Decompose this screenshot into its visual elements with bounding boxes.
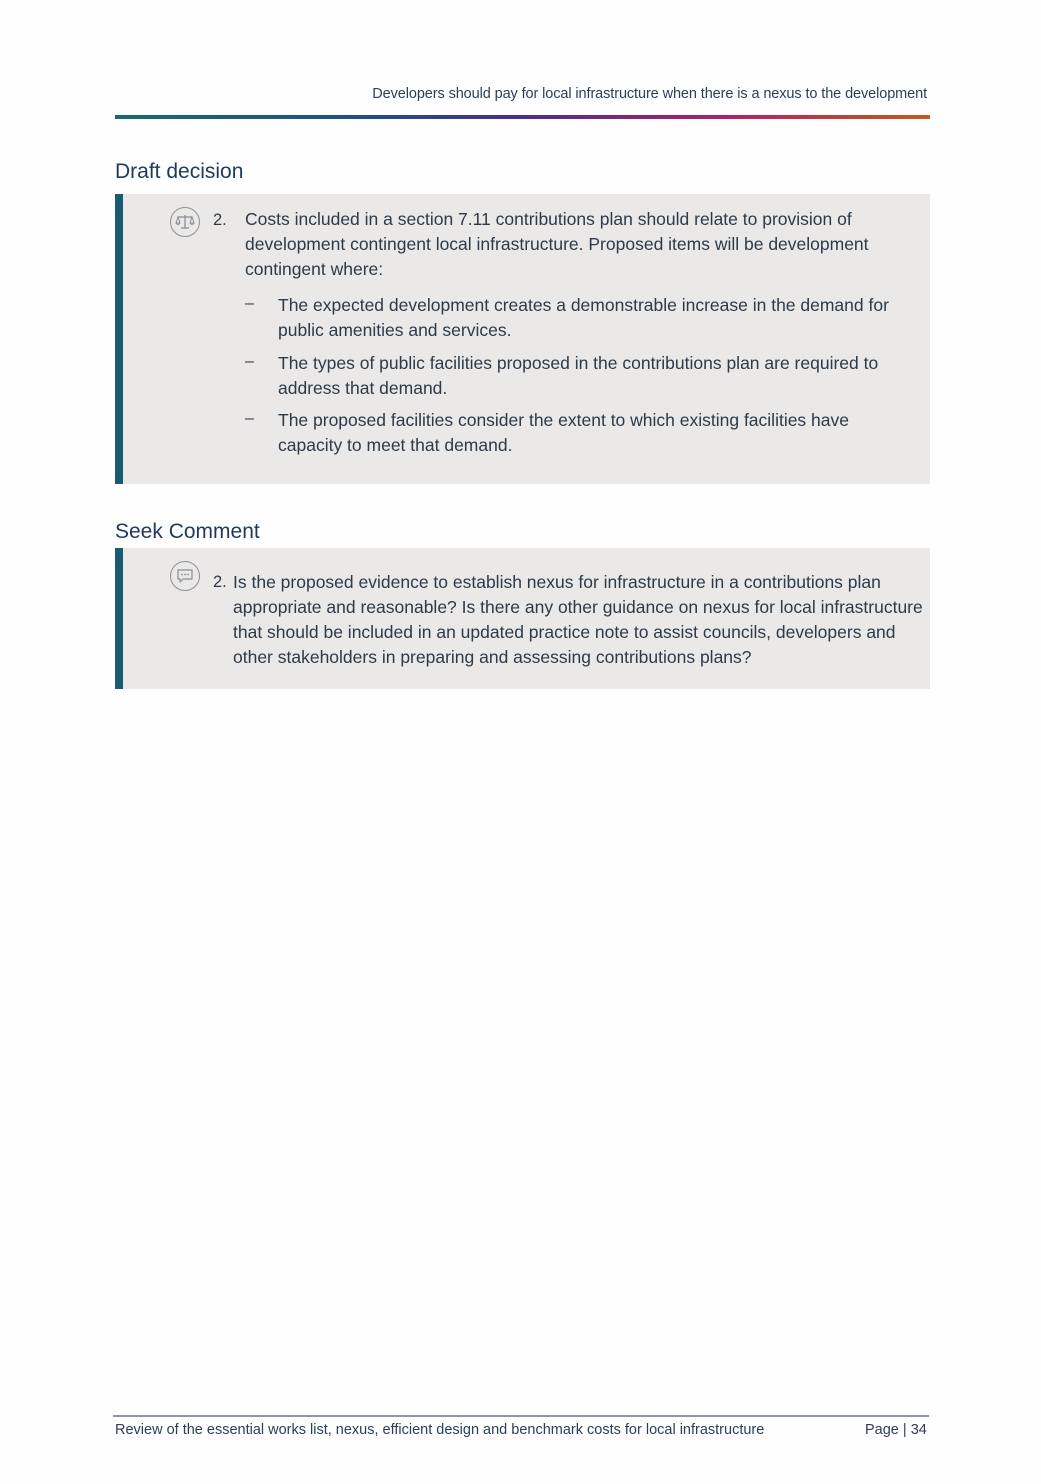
draft-decision-intro: Costs included in a section 7.11 contributions plan should relate to provision of development contingent local infrastructure. Proposed items will be development contingent where: bbox=[245, 209, 869, 279]
draft-decision-bullet-3: The proposed facilities consider the extent to which existing facilities have capacity to meet that demand. bbox=[278, 410, 849, 455]
footer-rule bbox=[113, 1415, 929, 1417]
bullet-marker: – bbox=[245, 295, 254, 312]
seek-comment-heading: Seek Comment bbox=[115, 520, 260, 543]
draft-decision-bullet-2: The types of public facilities proposed in the contributions plan are required to address that demand. bbox=[278, 353, 879, 398]
scales-icon bbox=[170, 207, 200, 237]
speech-bubble-icon bbox=[170, 561, 200, 591]
bullet-marker: – bbox=[245, 353, 254, 370]
draft-decision-number: 2. bbox=[213, 211, 227, 229]
seek-comment-box bbox=[115, 548, 930, 689]
bullet-marker: – bbox=[245, 410, 254, 427]
running-header: Developers should pay for local infrastructure when there is a nexus to the development bbox=[372, 86, 927, 102]
footer-title: Review of the essential works list, nexus, efficient design and benchmark costs for local infrastructure bbox=[115, 1422, 765, 1438]
draft-decision-heading: Draft decision bbox=[115, 160, 244, 183]
seek-comment-text: Is the proposed evidence to establish nexus for infrastructure in a contributions plan appropriate and reasonable? Is there any other guidance on nexus for local infrastructure that should be included in an updated practice note to assist councils, developers and other stakeholders in preparing and assessing contributions plans? bbox=[233, 572, 923, 667]
header-gradient-rule bbox=[115, 115, 930, 119]
seek-comment-number: 2. bbox=[213, 573, 227, 591]
draft-decision-box bbox=[115, 194, 930, 484]
draft-decision-bullet-1: The expected development creates a demonstrable increase in the demand for public amenities and services. bbox=[278, 295, 889, 340]
page-number: Page | 34 bbox=[865, 1422, 927, 1438]
